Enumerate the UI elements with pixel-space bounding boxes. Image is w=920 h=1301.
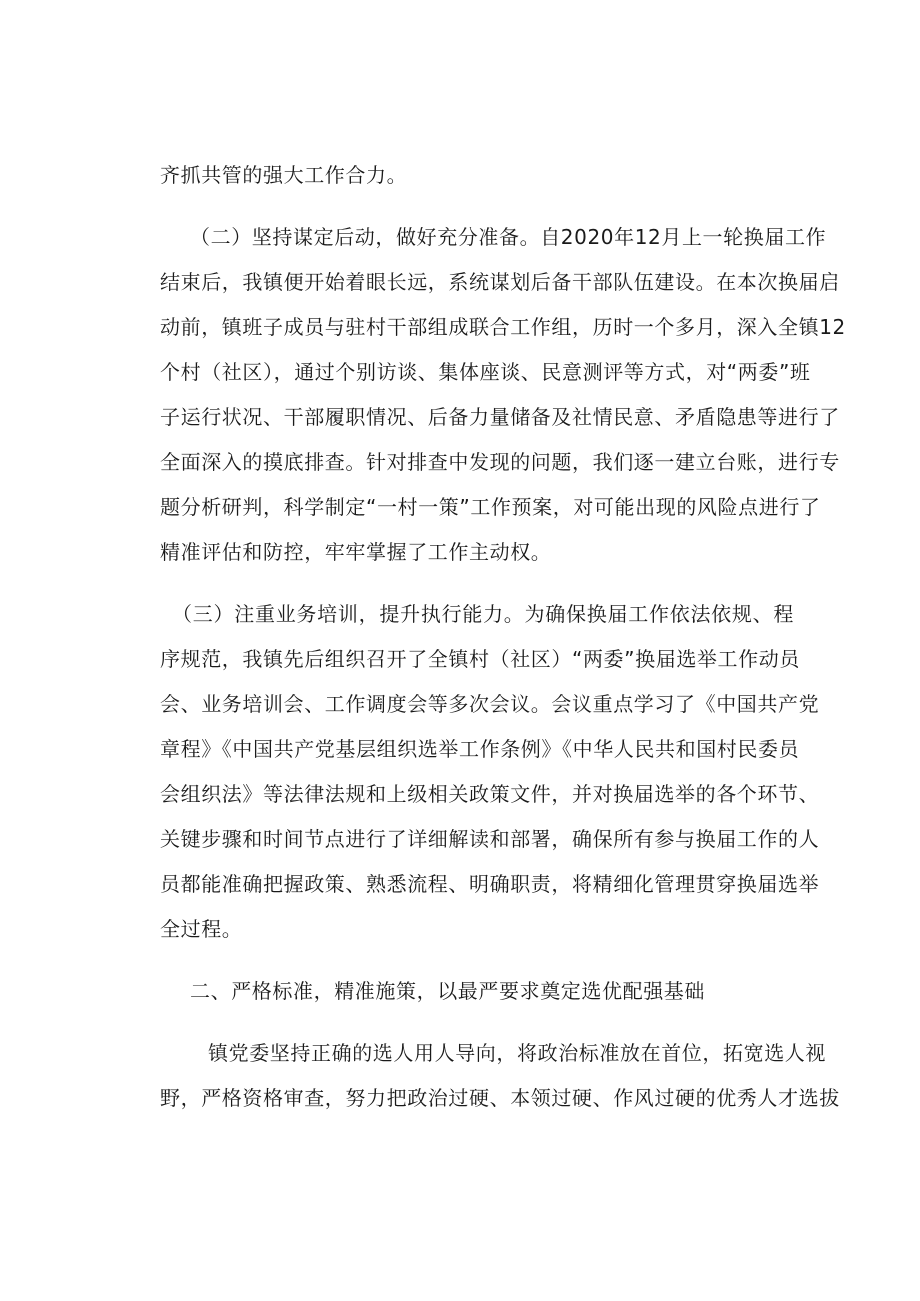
section-3-paragraph-line: 题分析研判，科学制定“一村一策”工作预案，对可能出现的风险点进行了 (160, 495, 821, 519)
section-3-paragraph-line: 动前，镇班子成员与驻村干部组成联合工作组，历时一个多月，深入全镇12 (160, 315, 846, 339)
section-heading: 二、严格标准，精准施策，以最严要求奠定选优配强基础 (190, 979, 705, 1003)
section-4-paragraph-line: 会、业务培训会、工作调度会等多次会议。会议重点学习了《中国共产党 (160, 692, 820, 716)
section-3-paragraph-line: 子运行状况、干部履职情况、后备力量储备及社情民意、矛盾隐患等进行了 (160, 405, 840, 429)
section-4-paragraph-line: （三）注重业务培训，提升执行能力。为确保换届工作依法依规、程 (172, 602, 794, 626)
section-4-paragraph-line: 关键步骤和时间节点进行了详细解读和部署，确保所有参与换届工作的人 (160, 827, 820, 851)
section-4-paragraph-line: 会组织法》等法律法规和上级相关政策文件，并对换届选举的各个环节、 (160, 782, 820, 806)
section-3-paragraph-line: 个村（社区），通过个别访谈、集体座谈、民意测评等方式，对“两委”班 (160, 360, 811, 384)
section-5-paragraph-line: 镇党委坚持正确的选人用人导向，将政治标准放在首位，拓宽选人视 (208, 1041, 826, 1065)
paragraph-continuation-line: 齐抓共管的强大工作合力。 (160, 163, 408, 187)
section-3-paragraph-line: 全面深入的摸底排查。针对排查中发现的问题，我们逐一建立台账，进行专 (160, 450, 840, 474)
section-3-paragraph-line: 精准评估和防控，牢牢掌握了工作主动权。 (160, 540, 552, 564)
section-4-paragraph-line: 章程》《中国共产党基层组织选举工作条例》《中华人民共和国村民委员 (160, 737, 800, 761)
section-4-paragraph-line: 全过程。 (160, 917, 243, 941)
section-3-paragraph-line: 结束后，我镇便开始着眼长远，系统谋划后备干部队伍建设。在本次换届启 (160, 270, 840, 294)
section-4-paragraph-line: 序规范，我镇先后组织召开了全镇村（社区）“两委”换届选举工作动员 (160, 647, 800, 671)
section-4-paragraph-line: 员都能准确把握政策、熟悉流程、明确职责，将精细化管理贯穿换届选举 (160, 872, 820, 896)
section-3-paragraph-line: （二）坚持谋定后动，做好充分准备。自2020年12月上一轮换届工作 (190, 225, 827, 249)
section-5-paragraph-line: 野，严格资格审查，努力把政治过硬、本领过硬、作风过硬的优秀人才选拔 (160, 1086, 840, 1110)
